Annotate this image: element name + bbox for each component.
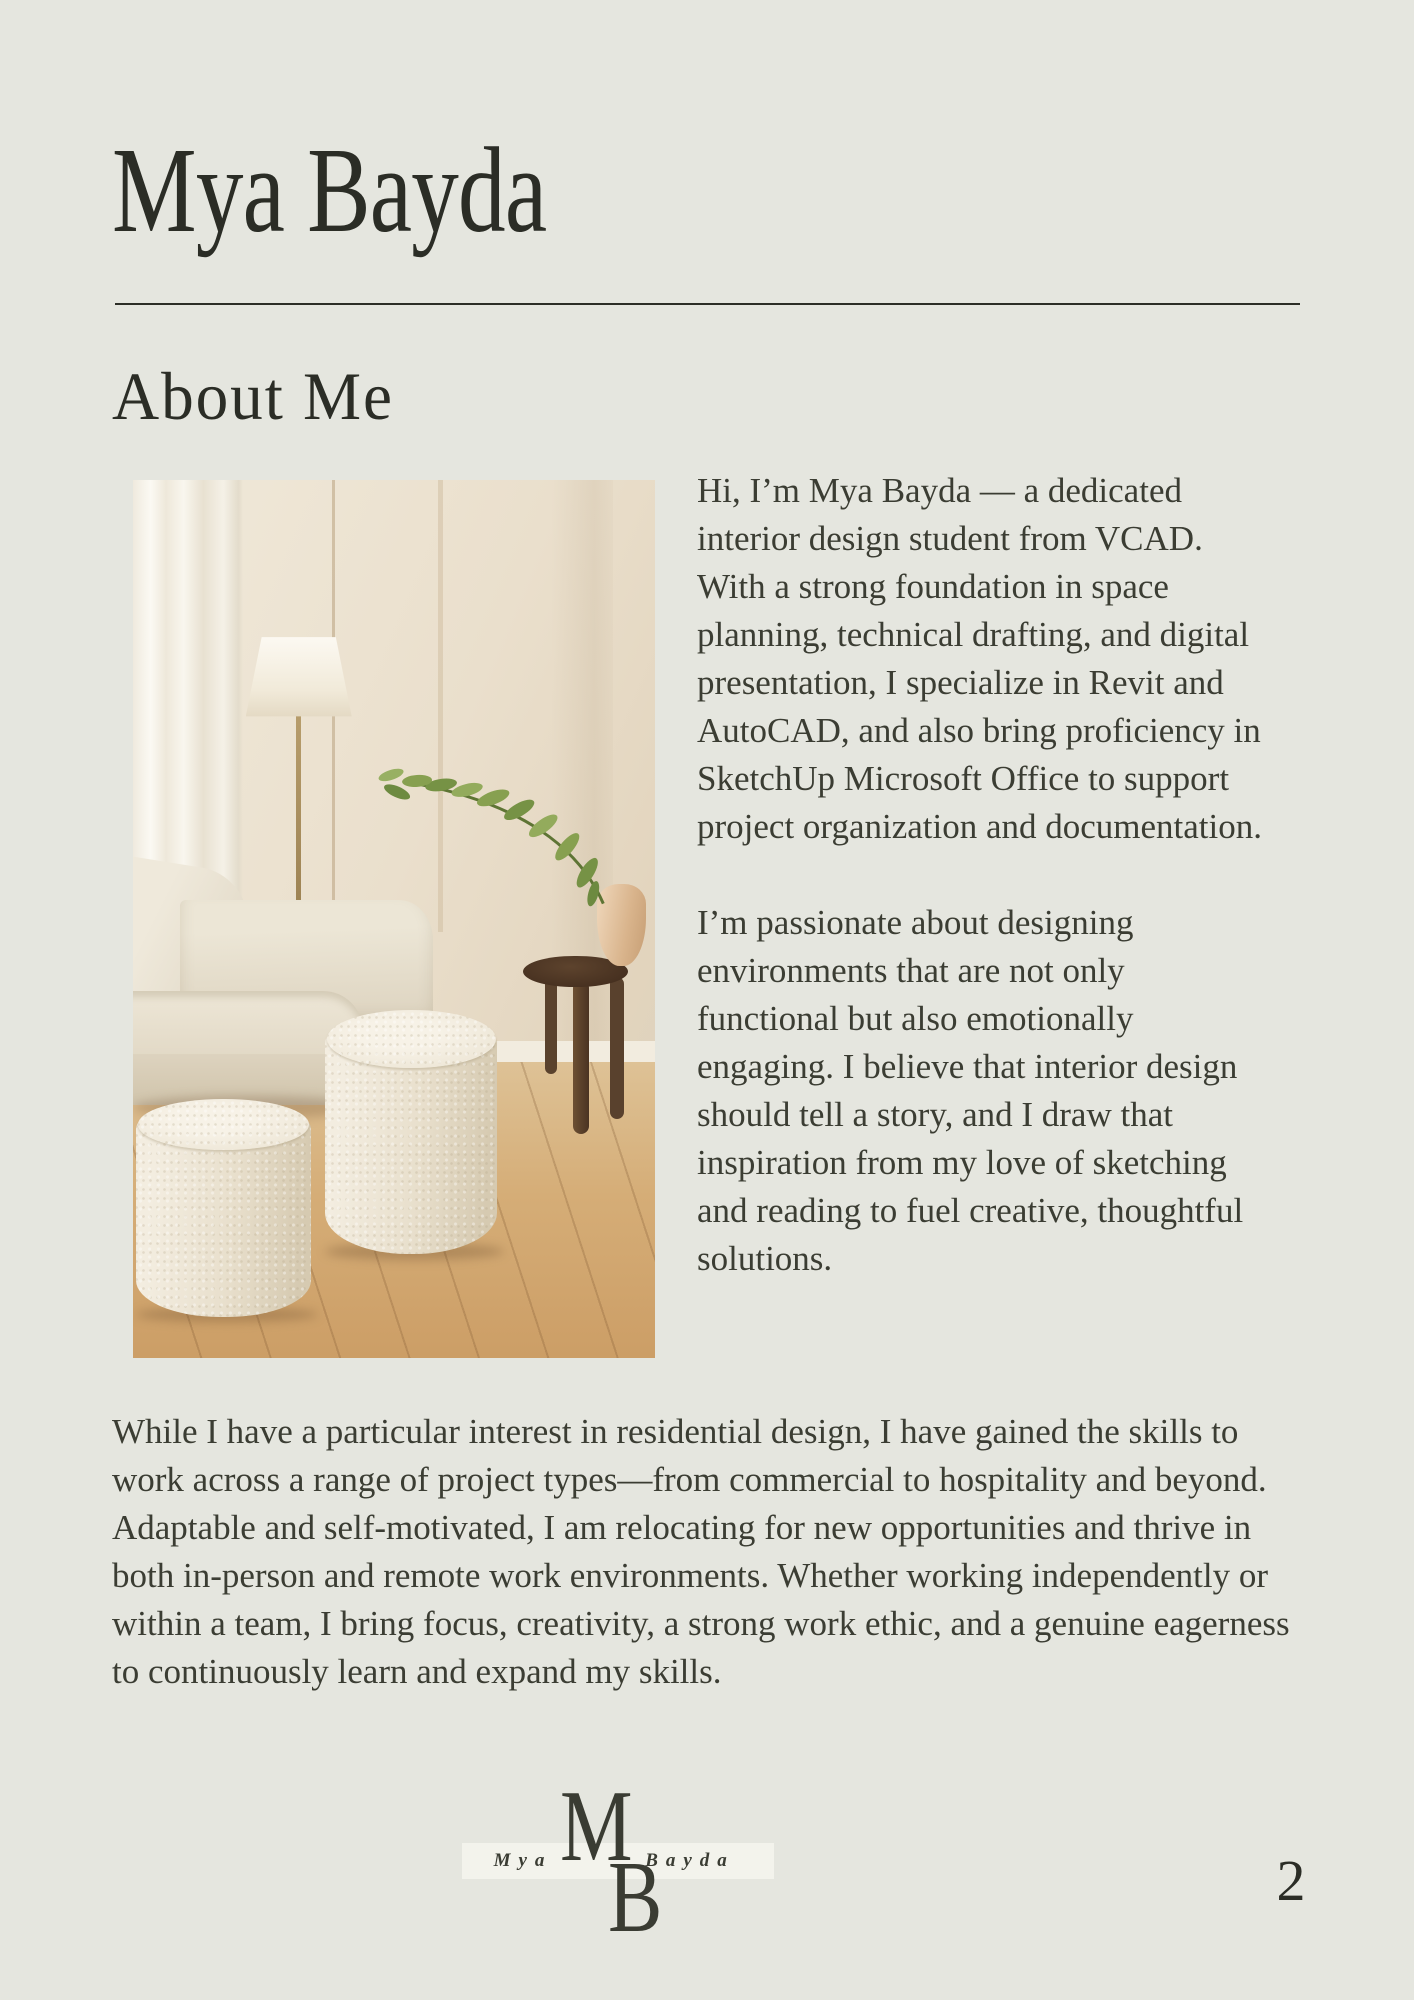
footer-last-name: Bayda xyxy=(645,1850,735,1871)
about-paragraph-1: Hi, I’m Mya Bayda — a dedicated interior design student from VCAD. With a strong foundation in space planning, technical drafting, and digital presentation, I specialize in Revit and AutoCAD, and also bring proficiency in SketchUp Microsoft Office to support project organization and documentation. xyxy=(697,471,1263,846)
pouf-top xyxy=(138,1099,309,1151)
plant-branch xyxy=(331,748,623,924)
page-title: Mya Bayda xyxy=(112,123,547,258)
pouf-large xyxy=(325,1012,497,1254)
monogram-letter-b: B xyxy=(608,1841,663,1954)
about-paragraph-3: While I have a particular interest in residential design, I have gained the skills to work across a range of project types—from commercial to hospitality and beyond. Adaptable and self-motivated, I am relocating for new opportunities and thrive in both in-person and remote work environments. Whether working independently or within a team, I bring focus, creativity, a strong work ethic, and a genuine eagerness to continuously learn and expand my skills. xyxy=(112,1412,1290,1691)
side-table-leg xyxy=(545,977,556,1074)
interior-photo xyxy=(133,480,655,1358)
pouf-small xyxy=(136,1101,311,1317)
side-table-leg xyxy=(610,977,624,1119)
section-heading-about-me: About Me xyxy=(112,358,394,434)
about-text-column xyxy=(697,467,1265,1331)
page-number: 2 xyxy=(1276,1848,1306,1913)
pouf-top xyxy=(327,1010,496,1068)
floor-lamp-shade xyxy=(246,637,352,719)
footer-first-name: Mya xyxy=(493,1850,553,1871)
title-divider-line xyxy=(115,303,1300,305)
monogram-letter-m: M xyxy=(560,1770,633,1883)
side-table-leg xyxy=(573,980,589,1135)
about-paragraph-2: I’m passionate about designing environments that are not only functional but also emotionally engaging. I believe that interior design should tell a story, and I draw that inspiration from my love of sketching and reading to fuel creative, thoughtful solutions. xyxy=(697,903,1244,1278)
